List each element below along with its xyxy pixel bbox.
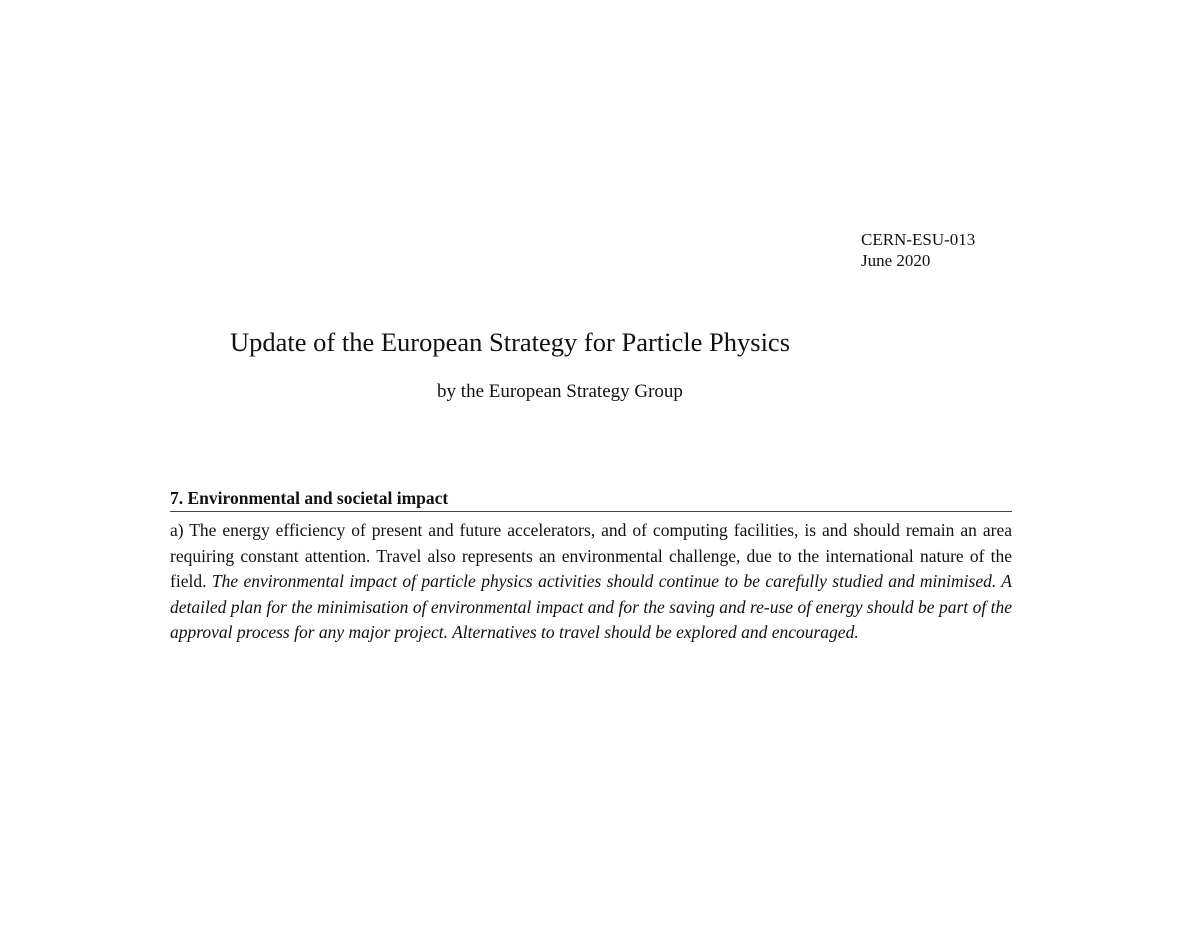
document-number: CERN-ESU-013 xyxy=(861,230,976,249)
document-reference xyxy=(861,229,975,271)
section-environmental-impact xyxy=(170,486,1012,646)
page-subtitle: by the European Strategy Group xyxy=(437,381,683,402)
paragraph-plain-text: a) The energy efficiency of present and future accelerators, and of computing facilities, is and should remain an area requiring constant attention. Travel also represents an environmental challenge, due to the international nature of the field. xyxy=(170,520,1012,591)
paragraph-italic-text: The environmental impact of particle physics activities should continue to be carefully studied and minimised. A detailed plan for the minimisation of environmental impact and for the saving and re-use of energy should be part of the approval process for any major project. Alternatives to travel should be explored and encouraged. xyxy=(170,571,1012,642)
section-heading: 7. Environmental and societal impact xyxy=(170,486,1012,512)
document-date: June 2020 xyxy=(861,251,931,270)
page-title: Update of the European Strategy for Particle Physics xyxy=(229,327,791,357)
section-paragraph xyxy=(170,518,1012,646)
